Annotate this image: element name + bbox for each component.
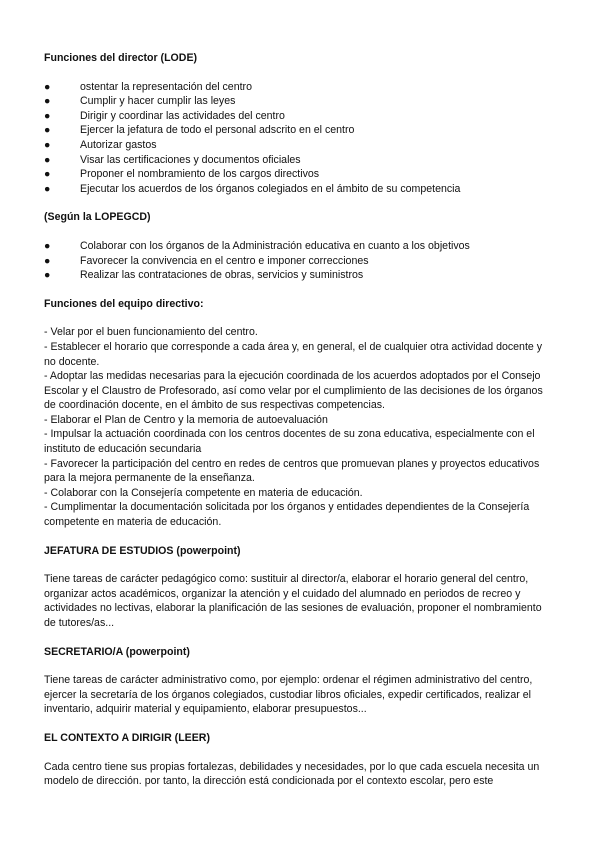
list-item: ● ostentar la representación del centro: [44, 80, 252, 93]
list-item: - Establecer el horario que corresponde a cada área y, en general, el de cualquier otra actividad docente y no docente.: [44, 340, 543, 368]
list-item: ● Proponer el nombramiento de los cargos directivos: [44, 168, 320, 181]
list-item: ● Dirigir y coordinar las actividades del centro: [44, 109, 285, 122]
bullet-icon: ●: [44, 269, 51, 282]
bullet-icon: ●: [44, 95, 51, 108]
list-item: ● Visar las certificaciones y documentos oficiales: [44, 153, 301, 166]
bullet-icon: ●: [44, 124, 51, 137]
paragraph-contexto-dirigir: Cada centro tiene sus propias fortalezas, debilidades y necesidades, por lo que cada escuela necesita un modelo de dirección. por tanto, la dirección está condicionada por el contexto escolar, pero este: [44, 760, 540, 788]
list-item: ● Favorecer la convivencia en el centro e imponer correcciones: [44, 254, 369, 267]
director-functions-list: [44, 80, 556, 197]
list-item: ● Autorizar gastos: [44, 138, 157, 151]
bullet-icon: ●: [44, 168, 51, 181]
lopegcd-functions-list: [44, 239, 556, 283]
paragraph-secretario: Tiene tareas de carácter administrativo como, por ejemplo: ordenar el régimen administrativo del centro, ejercer la secretaría de los órganos colegiados, custodiar libros oficiales, expedir certificados, realizar el inventario, adquirir material y equipamiento, elaborar presupuestos...: [44, 674, 533, 716]
heading-secretario: SECRETARIO/A (powerpoint): [44, 645, 190, 658]
list-item: - Adoptar las medidas necesarias para la ejecución coordinada de los acuerdos adoptados por el Consejo Escolar y el Claustro de Profesorado, así como velar por el cumplimiento de las decisiones de los órganos de coordinación docente, en el ámbito de sus respectivas competencias.: [44, 370, 543, 412]
list-item: - Colaborar con la Consejería competente en materia de educación.: [44, 486, 363, 499]
list-item: ● Cumplir y hacer cumplir las leyes: [44, 95, 236, 108]
document-content: [44, 51, 556, 789]
bullet-icon: ●: [44, 80, 51, 93]
list-item: ● Colaborar con los órganos de la Administración educativa en cuanto a los objetivos: [44, 239, 470, 252]
bullet-icon: ●: [44, 239, 51, 252]
heading-funciones-director: Funciones del director (LODE): [44, 52, 198, 64]
bullet-icon: ●: [44, 182, 51, 195]
heading-equipo-directivo: Funciones del equipo directivo:: [44, 297, 204, 310]
list-item: ● Ejecutar los acuerdos de los órganos colegiados en el ámbito de su competencia: [44, 182, 461, 195]
bullet-icon: ●: [44, 254, 51, 267]
list-item: - Velar por el buen funcionamiento del centro.: [44, 326, 258, 339]
heading-segun-lopegcd: (Según la LOPEGCD): [44, 211, 151, 224]
bullet-icon: ●: [44, 153, 51, 166]
list-item: ● Realizar las contrataciones de obras, servicios y suministros: [44, 269, 364, 282]
bullet-icon: ●: [44, 109, 51, 122]
list-item: - Favorecer la participación del centro en redes de centros que promuevan planes y proyectos educativos para la mejora permanente de la enseñanza.: [44, 457, 540, 485]
bullet-icon: ●: [44, 138, 51, 151]
list-item: - Impulsar la actuación coordinada con los centros docentes de su zona educativa, especialmente con el instituto de educación secundaria: [44, 428, 535, 456]
equipo-directivo-functions: [44, 325, 556, 529]
list-item: - Elaborar el Plan de Centro y la memoria de autoevaluación: [44, 413, 328, 426]
paragraph-jefatura-estudios: Tiene tareas de carácter pedagógico como: sustituir al director/a, elaborar el horario general del centro, organizar actos académicos, organizar la atención y el cuidado del alumnado en periodos de recreo y actividades no lectivas, elaborar la planificación de las sesiones de evaluación, proponer el nombramiento de tutores/as...: [44, 573, 542, 629]
heading-contexto-dirigir: EL CONTEXTO A DIRIGIR (LEER): [44, 731, 210, 744]
list-item: ● Ejercer la jefatura de todo el personal adscrito en el centro: [44, 124, 355, 137]
list-item: - Cumplimentar la documentación solicitada por los órganos y entidades dependientes de la Consejería competente en materia de educación.: [44, 501, 530, 529]
heading-jefatura-estudios: JEFATURA DE ESTUDIOS (powerpoint): [44, 544, 241, 557]
